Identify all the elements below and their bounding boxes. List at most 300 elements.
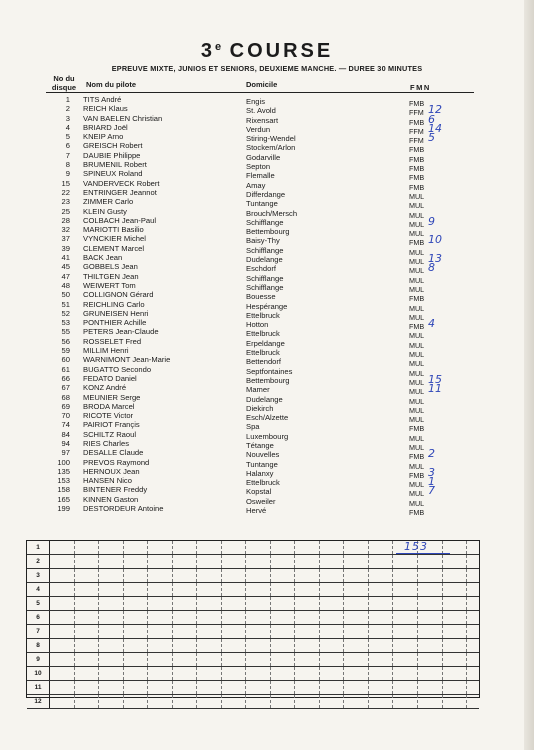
lap-cell[interactable]: [197, 611, 222, 625]
rider-federation: MUL: [409, 359, 425, 369]
handwritten-position: 15: [428, 372, 442, 386]
lap-cell[interactable]: [197, 639, 222, 653]
lap-cell[interactable]: [368, 611, 393, 625]
rider-number: 9: [65, 169, 70, 179]
rider-domicile: Ettelbruck: [246, 329, 280, 339]
lap-cell[interactable]: [393, 695, 418, 709]
lap-cell[interactable]: [319, 597, 344, 611]
lap-cell[interactable]: [442, 555, 467, 569]
lap-cell[interactable]: [344, 667, 369, 681]
lap-cell[interactable]: [172, 639, 197, 653]
lap-cell[interactable]: [74, 695, 99, 709]
lap-cell[interactable]: [393, 583, 418, 597]
rider-name: GREISCH Robert: [83, 141, 143, 151]
lap-cell[interactable]: [221, 625, 246, 639]
lap-cell[interactable]: [368, 681, 393, 695]
lap-cell[interactable]: [246, 639, 271, 653]
handwritten-position: 1: [428, 475, 435, 489]
lap-cell[interactable]: [295, 639, 320, 653]
lap-cell[interactable]: [172, 667, 197, 681]
lap-cell[interactable]: [417, 569, 442, 583]
lap-cell[interactable]: [467, 611, 479, 625]
lap-cell[interactable]: [270, 569, 295, 583]
rider-name: GRUNEISEN Henri: [83, 308, 149, 318]
lap-cell[interactable]: [123, 611, 148, 625]
lap-cell[interactable]: [74, 639, 99, 653]
lap-cell[interactable]: [221, 681, 246, 695]
rider-name: PAIRIOT Françis: [83, 420, 140, 430]
rider-number: 28: [61, 215, 70, 225]
lap-cell[interactable]: [295, 681, 320, 695]
rider-domicile: Eschdorf: [246, 264, 276, 274]
lap-cell[interactable]: [148, 681, 173, 695]
rider-name: MEUNIER Serge: [83, 392, 141, 402]
lap-cell[interactable]: [295, 569, 320, 583]
lap-cell[interactable]: [270, 583, 295, 597]
rider-federation: MUL: [409, 498, 425, 508]
rider-domicile: Osweiler: [246, 496, 276, 506]
lap-cell[interactable]: [319, 569, 344, 583]
rider-federation: MUL: [409, 350, 425, 360]
lap-grid-row: [27, 569, 479, 583]
lap-cell[interactable]: [148, 639, 173, 653]
lap-cell[interactable]: [393, 555, 418, 569]
rider-number: 158: [57, 485, 70, 495]
rider-name: REICH Klaus: [83, 104, 128, 114]
lap-cell[interactable]: [99, 653, 124, 667]
lap-cell[interactable]: [50, 625, 75, 639]
lap-cell[interactable]: [246, 653, 271, 667]
lap-row-number: 10: [27, 667, 50, 681]
lap-cell[interactable]: [197, 583, 222, 597]
lap-cell[interactable]: [50, 667, 75, 681]
lap-cell[interactable]: [148, 625, 173, 639]
lap-cell[interactable]: [368, 569, 393, 583]
lap-cell[interactable]: [74, 541, 99, 555]
lap-cell[interactable]: [99, 555, 124, 569]
rider-federation: FMB: [409, 117, 425, 127]
lap-cell[interactable]: [467, 555, 479, 569]
lap-cell[interactable]: [221, 695, 246, 709]
lap-cell[interactable]: [172, 569, 197, 583]
lap-cell[interactable]: [148, 667, 173, 681]
lap-cell[interactable]: [148, 611, 173, 625]
lap-cell[interactable]: [344, 569, 369, 583]
lap-cell[interactable]: [393, 639, 418, 653]
lap-cell[interactable]: [246, 555, 271, 569]
lap-cell[interactable]: [393, 653, 418, 667]
lap-cell[interactable]: [246, 583, 271, 597]
rider-name: KLEIN Gusty: [83, 206, 127, 216]
rider-federation: MUL: [409, 377, 425, 387]
rider-number: 7: [65, 150, 70, 160]
lap-cell[interactable]: [50, 611, 75, 625]
rider-number: 51: [61, 299, 70, 309]
lap-cell[interactable]: [295, 541, 320, 555]
lap-cell[interactable]: [221, 597, 246, 611]
lap-cell[interactable]: [148, 695, 173, 709]
rider-federation: FMB: [409, 322, 425, 332]
lap-cell[interactable]: [393, 681, 418, 695]
handwritten-underline: [396, 553, 450, 554]
lap-cell[interactable]: [270, 611, 295, 625]
lap-cell[interactable]: [99, 583, 124, 597]
rider-domicile: Schifflange: [246, 217, 284, 227]
lap-cell[interactable]: [295, 555, 320, 569]
lap-row-number: 8: [27, 639, 50, 653]
lap-cell[interactable]: [295, 597, 320, 611]
lap-cell[interactable]: [467, 569, 479, 583]
rider-domicile: Flemalle: [246, 171, 275, 181]
lap-cell[interactable]: [221, 611, 246, 625]
rider-domicile: Luxembourg: [246, 431, 289, 441]
lap-cell[interactable]: [221, 639, 246, 653]
lap-cell[interactable]: [319, 625, 344, 639]
rider-domicile: Septon: [246, 162, 271, 172]
lap-cell[interactable]: [123, 597, 148, 611]
lap-cell[interactable]: [123, 569, 148, 583]
lap-cell[interactable]: [221, 667, 246, 681]
lap-cell[interactable]: [393, 597, 418, 611]
lap-cell[interactable]: [99, 597, 124, 611]
lap-cell[interactable]: [99, 541, 124, 555]
lap-cell[interactable]: [172, 653, 197, 667]
lap-cell[interactable]: [50, 639, 75, 653]
rider-domicile: Schifflange: [246, 245, 284, 255]
rider-number: 56: [61, 336, 70, 346]
lap-cell[interactable]: [344, 681, 369, 695]
lap-cell[interactable]: [368, 583, 393, 597]
rider-domicile: Bouesse: [246, 292, 276, 302]
rider-name: RICOTE Victor: [83, 411, 134, 421]
lap-cell[interactable]: [246, 597, 271, 611]
lap-cell[interactable]: [417, 583, 442, 597]
header-rule: [46, 92, 474, 93]
lap-cell[interactable]: [148, 555, 173, 569]
lap-cell[interactable]: [246, 569, 271, 583]
lap-cell[interactable]: [270, 625, 295, 639]
lap-cell[interactable]: [467, 695, 479, 709]
rider-name: HERNOUX Jean: [83, 466, 140, 476]
rider-federation: MUL: [409, 284, 425, 294]
lap-cell[interactable]: [74, 625, 99, 639]
lap-cell[interactable]: [246, 541, 271, 555]
rider-federation: MUL: [409, 201, 425, 211]
lap-cell[interactable]: [368, 653, 393, 667]
lap-cell[interactable]: [123, 625, 148, 639]
lap-cell[interactable]: [417, 681, 442, 695]
lap-cell[interactable]: [344, 639, 369, 653]
lap-cell[interactable]: [148, 541, 173, 555]
lap-row-number: 1: [27, 541, 50, 555]
rider-name: FEDATO Daniel: [83, 373, 137, 383]
lap-cell[interactable]: [344, 695, 369, 709]
lap-grid-row: [27, 667, 479, 681]
rider-federation: FMB: [409, 294, 425, 304]
lap-cell[interactable]: [295, 583, 320, 597]
lap-cell[interactable]: [368, 625, 393, 639]
lap-cell[interactable]: [172, 625, 197, 639]
rider-domicile: Bettembourg: [246, 227, 290, 237]
rider-domicile: Godarville: [246, 152, 281, 162]
lap-cell[interactable]: [197, 695, 222, 709]
rider-federation: MUL: [409, 266, 425, 276]
lap-cell[interactable]: [442, 639, 467, 653]
lap-cell[interactable]: [50, 541, 75, 555]
lap-cell[interactable]: [417, 695, 442, 709]
lap-cell[interactable]: [148, 597, 173, 611]
lap-cell[interactable]: [270, 695, 295, 709]
lap-cell[interactable]: [197, 667, 222, 681]
lap-cell[interactable]: [99, 695, 124, 709]
lap-cell[interactable]: [467, 667, 479, 681]
lap-cell[interactable]: [442, 695, 467, 709]
lap-cell[interactable]: [442, 653, 467, 667]
lap-cell[interactable]: [74, 681, 99, 695]
lap-cell[interactable]: [368, 597, 393, 611]
lap-cell[interactable]: [74, 569, 99, 583]
lap-cell[interactable]: [99, 569, 124, 583]
lap-cell[interactable]: [344, 583, 369, 597]
lap-row-number: 5: [27, 597, 50, 611]
handwritten-total: 153: [404, 540, 428, 553]
lap-cell[interactable]: [442, 625, 467, 639]
lap-cell[interactable]: [344, 611, 369, 625]
lap-cell[interactable]: [197, 569, 222, 583]
lap-cell[interactable]: [246, 695, 271, 709]
lap-cell[interactable]: [221, 583, 246, 597]
rider-number: 6: [65, 141, 70, 151]
lap-cell[interactable]: [270, 555, 295, 569]
lap-cell[interactable]: [246, 667, 271, 681]
rider-federation: MUL: [409, 396, 425, 406]
lap-cell[interactable]: [50, 695, 75, 709]
lap-cell[interactable]: [368, 639, 393, 653]
lap-cell[interactable]: [319, 695, 344, 709]
lap-cell[interactable]: [99, 625, 124, 639]
lap-cell[interactable]: [197, 653, 222, 667]
lap-cell[interactable]: [123, 639, 148, 653]
lap-cell[interactable]: [197, 597, 222, 611]
lap-cell[interactable]: [442, 583, 467, 597]
rider-domicile: Diekirch: [246, 403, 274, 413]
lap-cell[interactable]: [123, 681, 148, 695]
lap-cell[interactable]: [319, 611, 344, 625]
lap-cell[interactable]: [442, 667, 467, 681]
lap-cell[interactable]: [74, 597, 99, 611]
lap-cell[interactable]: [295, 625, 320, 639]
lap-cell[interactable]: [50, 681, 75, 695]
rider-name: KNEIP Arno: [83, 132, 124, 142]
lap-cell[interactable]: [172, 611, 197, 625]
lap-cell[interactable]: [99, 611, 124, 625]
lap-cell[interactable]: [393, 625, 418, 639]
lap-cell[interactable]: [442, 611, 467, 625]
lap-cell[interactable]: [319, 667, 344, 681]
column-header-domicile: Domicile: [246, 80, 278, 89]
lap-cell[interactable]: [417, 555, 442, 569]
rider-name: VYNCKIER Michel: [83, 234, 146, 244]
rider-name: SCHILTZ Raoul: [83, 429, 137, 439]
lap-cell[interactable]: [172, 555, 197, 569]
rider-name: DESALLE Claude: [83, 448, 144, 458]
lap-cell[interactable]: [295, 653, 320, 667]
lap-cell[interactable]: [344, 541, 369, 555]
lap-cell[interactable]: [148, 653, 173, 667]
rider-name: KINNEN Gaston: [83, 494, 139, 504]
lap-cell[interactable]: [295, 667, 320, 681]
lap-cell[interactable]: [246, 681, 271, 695]
lap-cell[interactable]: [270, 653, 295, 667]
lap-cell[interactable]: [221, 541, 246, 555]
lap-cell[interactable]: [393, 569, 418, 583]
lap-cell[interactable]: [270, 681, 295, 695]
lap-cell[interactable]: [467, 653, 479, 667]
lap-cell[interactable]: [442, 681, 467, 695]
lap-cell[interactable]: [344, 653, 369, 667]
lap-cell[interactable]: [270, 597, 295, 611]
lap-cell[interactable]: [467, 625, 479, 639]
lap-cell[interactable]: [172, 597, 197, 611]
lap-cell[interactable]: [50, 597, 75, 611]
rider-number: 48: [61, 280, 70, 290]
lap-cell[interactable]: [270, 541, 295, 555]
lap-cell[interactable]: [50, 555, 75, 569]
rider-federation: FMB: [409, 452, 425, 462]
lap-cell[interactable]: [368, 695, 393, 709]
rider-domicile: Engis: [246, 97, 265, 106]
lap-cell[interactable]: [319, 583, 344, 597]
lap-cell[interactable]: [197, 625, 222, 639]
lap-cell[interactable]: [99, 639, 124, 653]
rider-number: 100: [57, 457, 70, 467]
lap-cell[interactable]: [99, 667, 124, 681]
lap-cell[interactable]: [197, 541, 222, 555]
rider-number: 15: [61, 178, 70, 188]
lap-cell[interactable]: [344, 625, 369, 639]
lap-cell[interactable]: [74, 611, 99, 625]
lap-cell[interactable]: [344, 597, 369, 611]
lap-cell[interactable]: [295, 695, 320, 709]
lap-cell[interactable]: [172, 695, 197, 709]
lap-cell[interactable]: [50, 653, 75, 667]
rider-number: 39: [61, 243, 70, 253]
lap-cell[interactable]: [123, 541, 148, 555]
rider-federation: MUL: [409, 442, 425, 452]
lap-cell[interactable]: [148, 583, 173, 597]
lap-grid-row: [27, 597, 479, 611]
lap-cell[interactable]: [246, 625, 271, 639]
lap-cell[interactable]: [74, 555, 99, 569]
lap-cell[interactable]: [467, 681, 479, 695]
lap-cell[interactable]: [197, 555, 222, 569]
rider-number: 67: [61, 383, 70, 393]
lap-cell[interactable]: [123, 695, 148, 709]
lap-cell[interactable]: [123, 555, 148, 569]
rider-number: 25: [61, 206, 70, 216]
lap-cell[interactable]: [417, 625, 442, 639]
lap-cell[interactable]: [319, 639, 344, 653]
lap-cell[interactable]: [270, 639, 295, 653]
lap-cell[interactable]: [99, 681, 124, 695]
lap-cell[interactable]: [417, 597, 442, 611]
rider-name: DESTORDEUR Antoine: [83, 504, 164, 514]
lap-cell[interactable]: [417, 639, 442, 653]
lap-cell[interactable]: [393, 611, 418, 625]
lap-cell[interactable]: [319, 555, 344, 569]
rider-federation: FFM: [409, 126, 424, 136]
lap-cell[interactable]: [393, 667, 418, 681]
lap-cell[interactable]: [123, 583, 148, 597]
lap-cell[interactable]: [295, 611, 320, 625]
lap-cell[interactable]: [221, 653, 246, 667]
lap-grid-row: [27, 555, 479, 569]
lap-cell[interactable]: [74, 667, 99, 681]
lap-grid-row: [27, 695, 479, 709]
lap-cell[interactable]: [172, 583, 197, 597]
lap-cell[interactable]: [270, 667, 295, 681]
rider-domicile: Amay: [246, 180, 266, 190]
lap-cell[interactable]: [319, 681, 344, 695]
lap-cell[interactable]: [368, 667, 393, 681]
lap-cell[interactable]: [74, 653, 99, 667]
lap-cell[interactable]: [368, 541, 393, 555]
rider-domicile: Bettembourg: [246, 375, 290, 385]
lap-cell[interactable]: [50, 583, 75, 597]
rider-number: 153: [57, 476, 70, 486]
rider-number: 60: [61, 355, 70, 365]
lap-scoring-grid: [26, 540, 480, 705]
lap-cell[interactable]: [467, 541, 479, 555]
lap-cell[interactable]: [467, 639, 479, 653]
lap-cell[interactable]: [123, 653, 148, 667]
lap-cell[interactable]: [319, 541, 344, 555]
lap-cell[interactable]: [123, 667, 148, 681]
lap-cell[interactable]: [467, 597, 479, 611]
rider-number: 23: [61, 197, 70, 207]
lap-cell[interactable]: [442, 569, 467, 583]
rider-name: DAUBIE Philippe: [83, 150, 141, 160]
rider-domicile: Differdange: [246, 189, 286, 199]
rider-federation: FMB: [409, 508, 425, 518]
rider-domicile: Brouch/Mersch: [246, 208, 298, 218]
lap-cell[interactable]: [74, 583, 99, 597]
lap-cell[interactable]: [319, 653, 344, 667]
lap-cell[interactable]: [344, 555, 369, 569]
rider-row: [0, 494, 534, 508]
rider-federation: MUL: [409, 331, 425, 341]
lap-cell[interactable]: [148, 569, 173, 583]
rider-domicile: Dudelange: [246, 394, 283, 404]
lap-cell[interactable]: [221, 569, 246, 583]
lap-cell[interactable]: [50, 569, 75, 583]
rider-name: VANDERVECK Robert: [83, 178, 160, 188]
lap-cell[interactable]: [368, 555, 393, 569]
lap-cell[interactable]: [442, 597, 467, 611]
lap-cell[interactable]: [221, 555, 246, 569]
lap-cell[interactable]: [417, 653, 442, 667]
lap-cell[interactable]: [467, 583, 479, 597]
lap-cell[interactable]: [172, 681, 197, 695]
rider-name: VAN BAELEN Christian: [83, 113, 163, 123]
lap-cell[interactable]: [417, 667, 442, 681]
rider-name: WARNIMONT Jean-Marie: [83, 355, 171, 365]
lap-cell[interactable]: [197, 681, 222, 695]
lap-cell[interactable]: [417, 611, 442, 625]
lap-cell[interactable]: [172, 541, 197, 555]
lap-cell[interactable]: [246, 611, 271, 625]
rider-name: BINTENER Freddy: [83, 485, 148, 495]
